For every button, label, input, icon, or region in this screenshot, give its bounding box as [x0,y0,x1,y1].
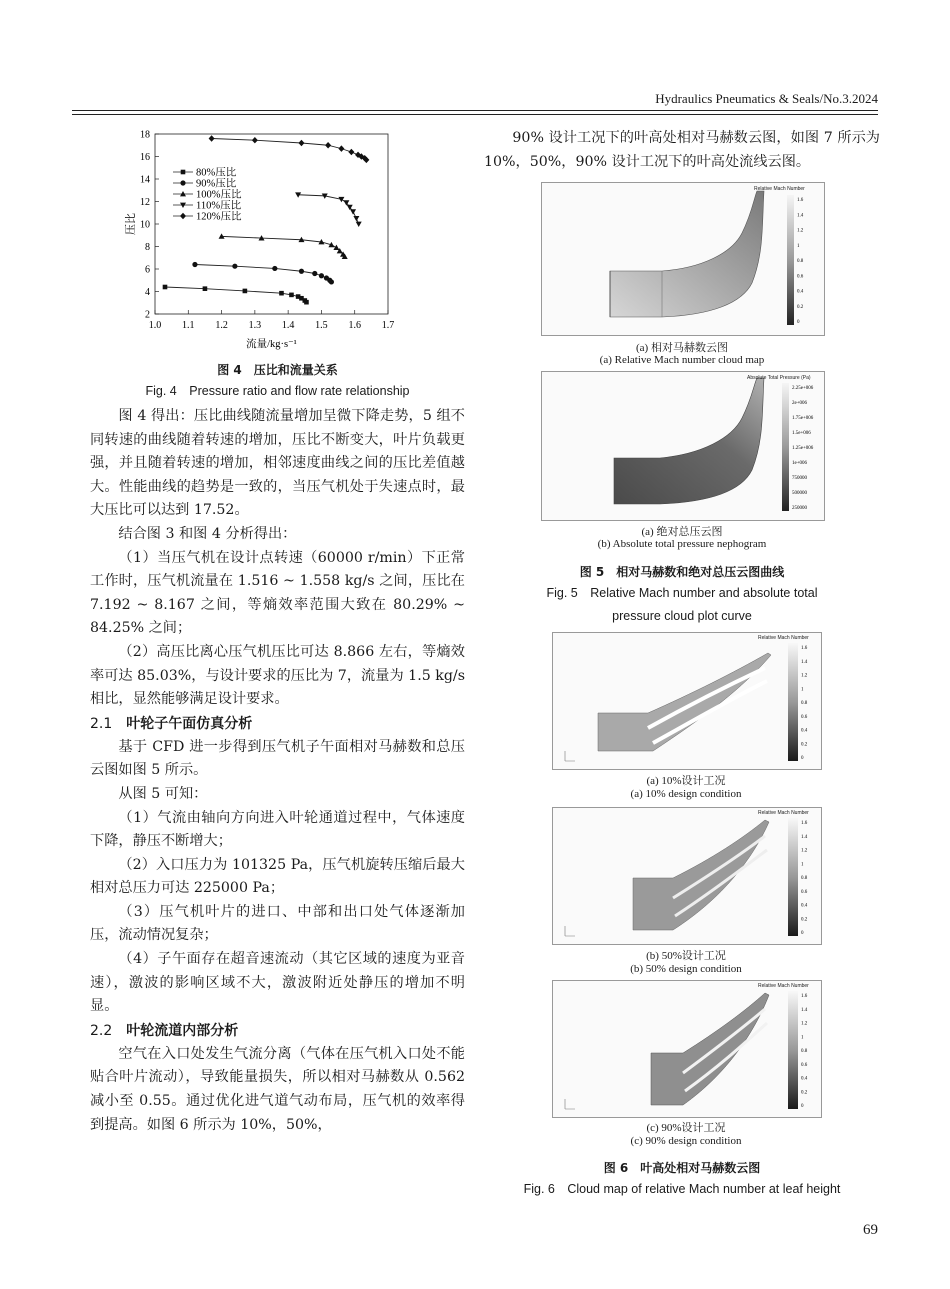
y-tick-label: 18 [140,129,150,141]
colorbar-tick-label: 0.4 [801,903,808,909]
legend-entry [173,166,237,179]
plot-frame [155,134,388,314]
data-point [289,293,294,298]
data-point [329,279,334,284]
right-column-text [484,127,880,174]
data-point [348,149,354,155]
colorbar-tick-label: 1 [801,1035,804,1041]
data-point [304,300,309,305]
series-100%压比 [219,233,348,259]
x-axis-label: 流量/kg·s⁻¹ [246,339,297,350]
data-point [272,266,277,271]
colorbar-tick-label: 1.6 [797,198,804,203]
section-title: 叶轮子午面仿真分析 [126,715,253,732]
series-80%压比 [163,285,309,305]
series-90%压比 [192,262,334,285]
data-point [181,170,186,175]
x-tick-label: 1.2 [215,320,228,331]
series-line [165,287,306,302]
colorbar-tick-label: 0 [801,931,804,936]
colorbar-tick-label: 0.6 [801,1062,808,1068]
header-rule-thin [72,114,878,115]
data-point [163,285,168,290]
y-tick-label: 4 [145,287,150,298]
paragraph: 90% 设计工况下的叶高处相对马赫数云图，如图 7 所示为 10%，50%，90% 设计工况下的叶高处流线云图。 [484,130,880,170]
paragraph: 基于 CFD 进一步得到压气机子午面相对马赫数和总压云图如图 5 所示。 [90,738,465,779]
paragraph: （3）压气机叶片的进口、中部和出口处气体逐渐加压，流动情况复杂； [90,903,465,944]
colorbar-tick-label: 2e+006 [792,401,808,406]
data-point [338,145,344,151]
figure6b-legend-title: Relative Mach Number [758,810,809,816]
data-point [243,289,248,294]
paragraph: 空气在入口处发生气流分离（气体在压气机入口处不能贴合叶片流动），导致能量损失，所以相对马赫数从 0.562 减小至 0.55。通过优化进气道气动布局，压气机的效率得到提高。如图 6 所示为 10%，50%， [90,1045,465,1133]
colorbar-tick-label: 0.6 [801,714,808,720]
colorbar-tick-label: 0.6 [797,274,804,280]
data-point [298,140,304,146]
colorbar-tick-label: 0.6 [801,889,808,895]
colorbar-tick-label: 0.4 [797,289,804,295]
x-tick-label: 1.4 [281,320,295,331]
figure4-caption-en: Fig. 4 Pressure ratio and flow rate relationship [145,384,410,398]
figure6a-image [552,632,822,770]
paragraph: 结合图 3 和图 4 分析得出： [118,525,297,542]
data-point [192,262,197,267]
x-tick-label: 1.5 [315,320,328,331]
figure6-caption-en: Fig. 6 Cloud map of relative Mach number at leaf height [523,1182,841,1196]
colorbar-tick-label: 0.4 [801,1076,808,1082]
x-tick-label: 1.1 [182,320,195,331]
journal-header: Hydraulics Pneumatics & Seals/No.3.2024 [655,91,878,106]
colorbar-tick-label: 1 [801,862,804,868]
colorbar-tick-label: 0.8 [801,701,808,706]
colorbar-tick-label: 1.25e+006 [792,446,814,451]
data-point [325,142,331,148]
figure5a-image [541,182,825,336]
colorbar-tick-label: 0 [801,756,804,761]
series-line [195,265,331,282]
x-tick-label: 1.7 [381,320,395,331]
figure4-chart [90,122,420,362]
data-point [333,245,339,250]
paragraph: （2）入口压力为 101325 Pa，压气机旋转压缩后最大相对总压力可达 225000 Pa； [90,856,465,897]
series-110%压比 [295,192,362,227]
colorbar-tick-label: 1.6 [801,994,808,999]
paragraph: 从图 5 可知： [118,785,208,802]
colorbar-tick-label: 0.2 [801,917,808,923]
colorbar-tick-label: 1.2 [801,1021,808,1027]
legend-label: 120%压比 [196,211,242,223]
figure5-caption-cn: 图 5 相对马赫数和绝对总压云图曲线 [579,565,785,579]
data-point [356,222,362,227]
y-tick-label: 10 [140,219,150,231]
colorbar-tick-label: 1.6 [801,821,808,826]
legend-label: 110%压比 [196,200,242,212]
figure5b-colorbar [782,383,822,517]
colorbar-tick-label: 750000 [792,476,807,481]
data-point [252,137,258,143]
paragraph: （4）子午面存在超音速流动（其它区域的速度为亚音速），激波的影响区域不大，激波附近处静压的增加不明显。 [90,951,465,1015]
colorbar-tick-label: 250000 [792,506,807,511]
y-axis-label: 压比 [125,213,137,235]
colorbar-tick-label: 0.2 [797,304,804,310]
figure6b-image [552,807,822,945]
series-line [222,236,345,256]
y-tick-label: 8 [145,242,150,253]
left-column [90,405,465,1137]
page-number: 69 [863,1222,878,1238]
figure5a-caption-cn: (a) 相对马赫数云图 [636,342,728,354]
colorbar-tick-label: 1.2 [797,228,804,234]
figure5b-caption-en: (b) Absolute total pressure nephogram [597,538,767,550]
legend-entry [173,177,237,190]
legend-entry [173,210,242,223]
figure6b-caption-cn: (b) 50%设计工况 [646,950,726,962]
legend-entry [173,188,242,201]
figure6c-caption-en: (c) 90% design condition [630,1135,742,1147]
figure4-legend [173,166,242,223]
section-number: 2.2 [90,1022,113,1039]
data-point [312,271,317,276]
figure6a-colorbar [788,643,818,765]
colorbar-tick-label: 500000 [792,491,807,496]
figure5a-contour [542,183,824,335]
section-title: 叶轮流道内部分析 [126,1022,239,1039]
x-tick-label: 1.3 [248,320,262,331]
colorbar-tick-label: 0.8 [801,1049,808,1054]
figure4-series [163,135,370,304]
data-point [180,180,185,185]
colorbar-tick-label: 0.8 [801,876,808,881]
data-point [180,213,186,219]
colorbar-tick-label: 1.2 [801,848,808,854]
colorbar-tick-label: 1.5e+006 [792,431,811,436]
legend-label: 80%压比 [196,167,237,179]
figure5b-image [541,371,825,521]
paragraph: （2）高压比离心压气机压比可达 8.866 左右，等熵效率可达 85.03%，与设计要求的压比为 7，流量为 1.5 kg/s 相比，显然能够满足设计要求。 [90,643,465,708]
figure5-caption-en-line1: Fig. 5 Relative Mach number and absolute total [546,586,818,600]
colorbar-tick-label: 1.4 [797,213,804,219]
figure5-caption-en-line2: pressure cloud plot curve [612,609,752,623]
colorbar-tick-label: 1 [801,687,804,693]
figure6c-colorbar [788,991,818,1113]
figure6a-legend-title: Relative Mach Number [758,635,809,641]
colorbar-tick-label: 1.4 [801,1007,808,1013]
x-tick-label: 1.0 [148,320,162,331]
section-number: 2.1 [90,715,113,732]
y-tick-label: 14 [140,174,150,186]
figure6c-image [552,980,822,1118]
figure6a-caption-cn: (a) 10%设计工况 [646,775,726,787]
figure6b-contour [553,808,821,944]
colorbar-tick-label: 0 [801,1104,804,1109]
y-tick-label: 12 [140,197,150,208]
colorbar-tick-label: 1 [797,243,800,249]
colorbar-tick-label: 1.75e+006 [792,416,814,421]
figure6b-colorbar [788,818,818,940]
paragraph: 图 4 得出：压比曲线随流量增加呈微下降走势，5 组不同转速的曲线随着转速的增加，压比不断变大，叶片负载更强，并且随着转速的增加，相邻速度曲线之间的压比差值越大。性能曲线的趋势是一致的，当压气机处于失速点时，最大压比可以达到 17.52。 [90,408,465,519]
colorbar-tick-label: 1.2 [801,673,808,679]
figure4-caption-cn: 图 4 压比和流量关系 [217,363,338,377]
figure5a-caption-en: (a) Relative Mach number cloud map [599,354,765,366]
data-point [350,209,356,214]
figure6b-caption-en: (b) 50% design condition [630,963,742,975]
figure6c-caption-cn: (c) 90%设计工况 [646,1122,726,1134]
data-point [299,269,304,274]
legend-entry [173,199,242,212]
figure5b-legend-title: Absolute Total Pressure (Pa) [747,375,811,381]
x-tick-label: 1.6 [348,320,361,331]
data-point [209,135,215,141]
data-point [338,197,344,202]
data-point [279,291,284,296]
figure5a-legend-title: Relative Mach Number [754,186,805,192]
colorbar-tick-label: 1.6 [801,646,808,651]
colorbar-tick-label: 0 [797,320,800,325]
paragraph: （1）当压气机在设计点转速（60000 r/min）下正常工作时，压气机流量在 1.516 ~ 1.558 kg/s 之间，压比在 7.192 ~ 8.167 之间，等熵效率范围大致在 80.29% ~ 84.25% 之间； [90,549,465,637]
colorbar-tick-label: 2.25e+006 [792,386,814,391]
header-rule-thick [72,110,878,111]
y-tick-label: 2 [145,309,150,321]
figure6c-contour [553,981,821,1117]
data-point [232,264,237,269]
figure5b-caption-cn: (a) 绝对总压云图 [641,526,723,538]
colorbar-tick-label: 0.8 [797,259,804,264]
figure5a-colorbar [787,195,819,331]
figure6-caption-cn: 图 6 叶高处相对马赫数云图 [603,1161,761,1175]
paragraph: （1）气流由轴向方向进入叶轮通道过程中，气体速度下降，静压不断增大； [90,809,465,850]
colorbar-tick-label: 1e+006 [792,461,808,466]
series-120%压比 [209,135,370,163]
data-point [353,216,359,221]
colorbar-tick-label: 0.2 [801,742,808,748]
colorbar-tick-label: 0.4 [801,728,808,734]
legend-label: 90%压比 [196,178,237,190]
section-heading-2-1 [90,712,465,736]
data-point [203,286,208,291]
colorbar-tick-label: 1.4 [801,834,808,840]
y-tick-label: 16 [140,152,150,163]
data-point [319,273,324,278]
colorbar-tick-label: 1.4 [801,659,808,665]
colorbar-tick-label: 0.2 [801,1090,808,1096]
section-heading-2-2 [90,1019,465,1043]
legend-label: 100%压比 [196,189,242,201]
figure6a-caption-en: (a) 10% design condition [630,788,742,800]
figure6c-legend-title: Relative Mach Number [758,983,809,989]
figure6a-contour [553,633,821,769]
figure4-axes [123,130,394,351]
y-tick-label: 6 [145,264,150,276]
